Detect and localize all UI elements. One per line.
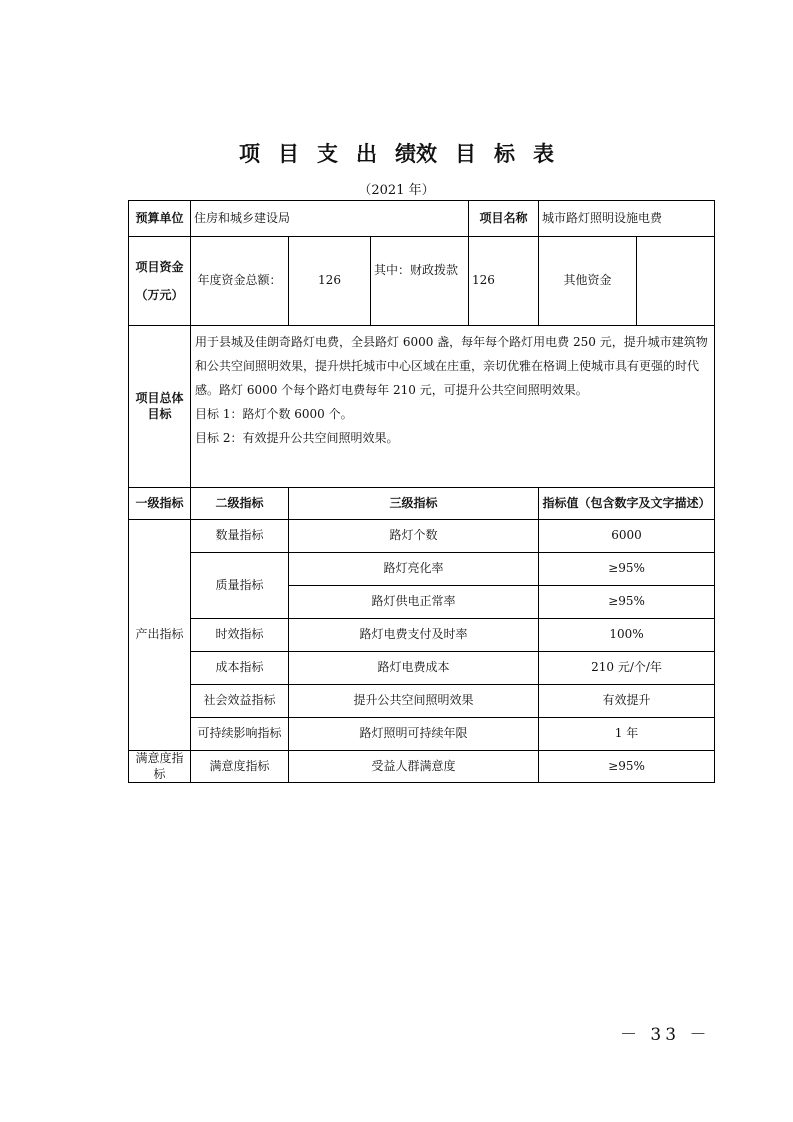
col-header-value: 指标值（包含数字及文字描述） bbox=[539, 488, 715, 520]
col-header-level3: 三级指标 bbox=[289, 488, 539, 520]
goal-text bbox=[191, 326, 715, 488]
fiscal-label: 其中：财政拨款 bbox=[371, 237, 469, 326]
performance-table bbox=[128, 200, 715, 783]
title-char: 标 bbox=[494, 142, 515, 166]
title-char: 项 bbox=[239, 142, 260, 166]
table-row bbox=[129, 652, 715, 685]
level2-cell: 可持续影响指标 bbox=[191, 718, 289, 751]
header-row bbox=[129, 201, 715, 237]
level3-cell: 路灯供电正常率 bbox=[289, 586, 539, 619]
title-char: 表 bbox=[533, 142, 554, 166]
level2-cell: 时效指标 bbox=[191, 619, 289, 652]
level3-cell: 路灯电费支付及时率 bbox=[289, 619, 539, 652]
value-cell: 6000 bbox=[539, 520, 715, 553]
title-char: 支 bbox=[317, 142, 338, 166]
budget-unit-value: 住房和城乡建设局 bbox=[191, 201, 469, 237]
other-funds-label: 其他资金 bbox=[539, 237, 637, 326]
satisfaction-level1: 满意度指标 bbox=[129, 751, 191, 783]
level2-cell: 成本指标 bbox=[191, 652, 289, 685]
value-cell: 210 元/个/年 bbox=[539, 652, 715, 685]
budget-unit-label: 预算单位 bbox=[129, 201, 191, 237]
output-indicator-label: 产出指标 bbox=[129, 520, 191, 751]
page-title bbox=[0, 138, 793, 168]
level2-cell: 质量指标 bbox=[191, 553, 289, 619]
table-row bbox=[129, 520, 715, 553]
title-char: 出 bbox=[356, 142, 377, 166]
level3-cell: 路灯电费成本 bbox=[289, 652, 539, 685]
value-cell: ≥95% bbox=[539, 586, 715, 619]
satisfaction-level3: 受益人群满意度 bbox=[289, 751, 539, 783]
level3-cell: 提升公共空间照明效果 bbox=[289, 685, 539, 718]
year-label: （2021 年） bbox=[358, 183, 435, 198]
table-row bbox=[129, 718, 715, 751]
annual-total-value: 126 bbox=[289, 237, 371, 326]
table-row bbox=[129, 619, 715, 652]
value-cell: 100% bbox=[539, 619, 715, 652]
table-row bbox=[129, 553, 715, 586]
table-row bbox=[129, 685, 715, 718]
level3-cell: 路灯照明可持续年限 bbox=[289, 718, 539, 751]
title-char: 绩效 bbox=[395, 142, 437, 166]
goal-row bbox=[129, 326, 715, 488]
funds-label-line1: 项目资金 bbox=[135, 260, 184, 274]
level3-cell: 路灯个数 bbox=[289, 520, 539, 553]
goal-paragraph: 用于县城及佳朗奇路灯电费，全县路灯 6000 盏，每年每个路灯用电费 250 元，提升城市建筑物和公共空间照明效果，提升烘托城市中心区域在庄重，亲切优雅在格调上使城市具有更强的时代感。路灯 6000 个每个路灯电费每年 210 元，可提升公共空间照明效果。 bbox=[195, 335, 708, 397]
fiscal-value: 126 bbox=[469, 237, 539, 326]
satisfaction-value: ≥95% bbox=[539, 751, 715, 783]
indicator-header-row bbox=[129, 488, 715, 520]
satisfaction-row bbox=[129, 751, 715, 783]
goal-paragraph: 目标 2：有效提升公共空间照明效果。 bbox=[195, 431, 399, 445]
title-char: 目 bbox=[455, 142, 476, 166]
page-number: － 33 － bbox=[620, 1025, 711, 1045]
value-cell: 1 年 bbox=[539, 718, 715, 751]
goal-label: 项目总体目标 bbox=[129, 326, 191, 488]
col-header-level2: 二级指标 bbox=[191, 488, 289, 520]
title-char: 目 bbox=[278, 142, 299, 166]
goal-paragraph: 目标 1：路灯个数 6000 个。 bbox=[195, 407, 353, 421]
level3-cell: 路灯亮化率 bbox=[289, 553, 539, 586]
funds-label-line2: （万元） bbox=[135, 288, 184, 302]
value-cell: ≥95% bbox=[539, 553, 715, 586]
level2-cell: 数量指标 bbox=[191, 520, 289, 553]
project-name-label: 项目名称 bbox=[469, 201, 539, 237]
funds-row bbox=[129, 237, 715, 326]
other-funds-value bbox=[637, 237, 715, 326]
project-name-value: 城市路灯照明设施电费 bbox=[539, 201, 715, 237]
level2-cell: 社会效益指标 bbox=[191, 685, 289, 718]
satisfaction-level2: 满意度指标 bbox=[191, 751, 289, 783]
col-header-level1: 一级指标 bbox=[129, 488, 191, 520]
annual-total-label: 年度资金总额： bbox=[191, 237, 289, 326]
funds-label bbox=[129, 237, 191, 326]
value-cell: 有效提升 bbox=[539, 685, 715, 718]
